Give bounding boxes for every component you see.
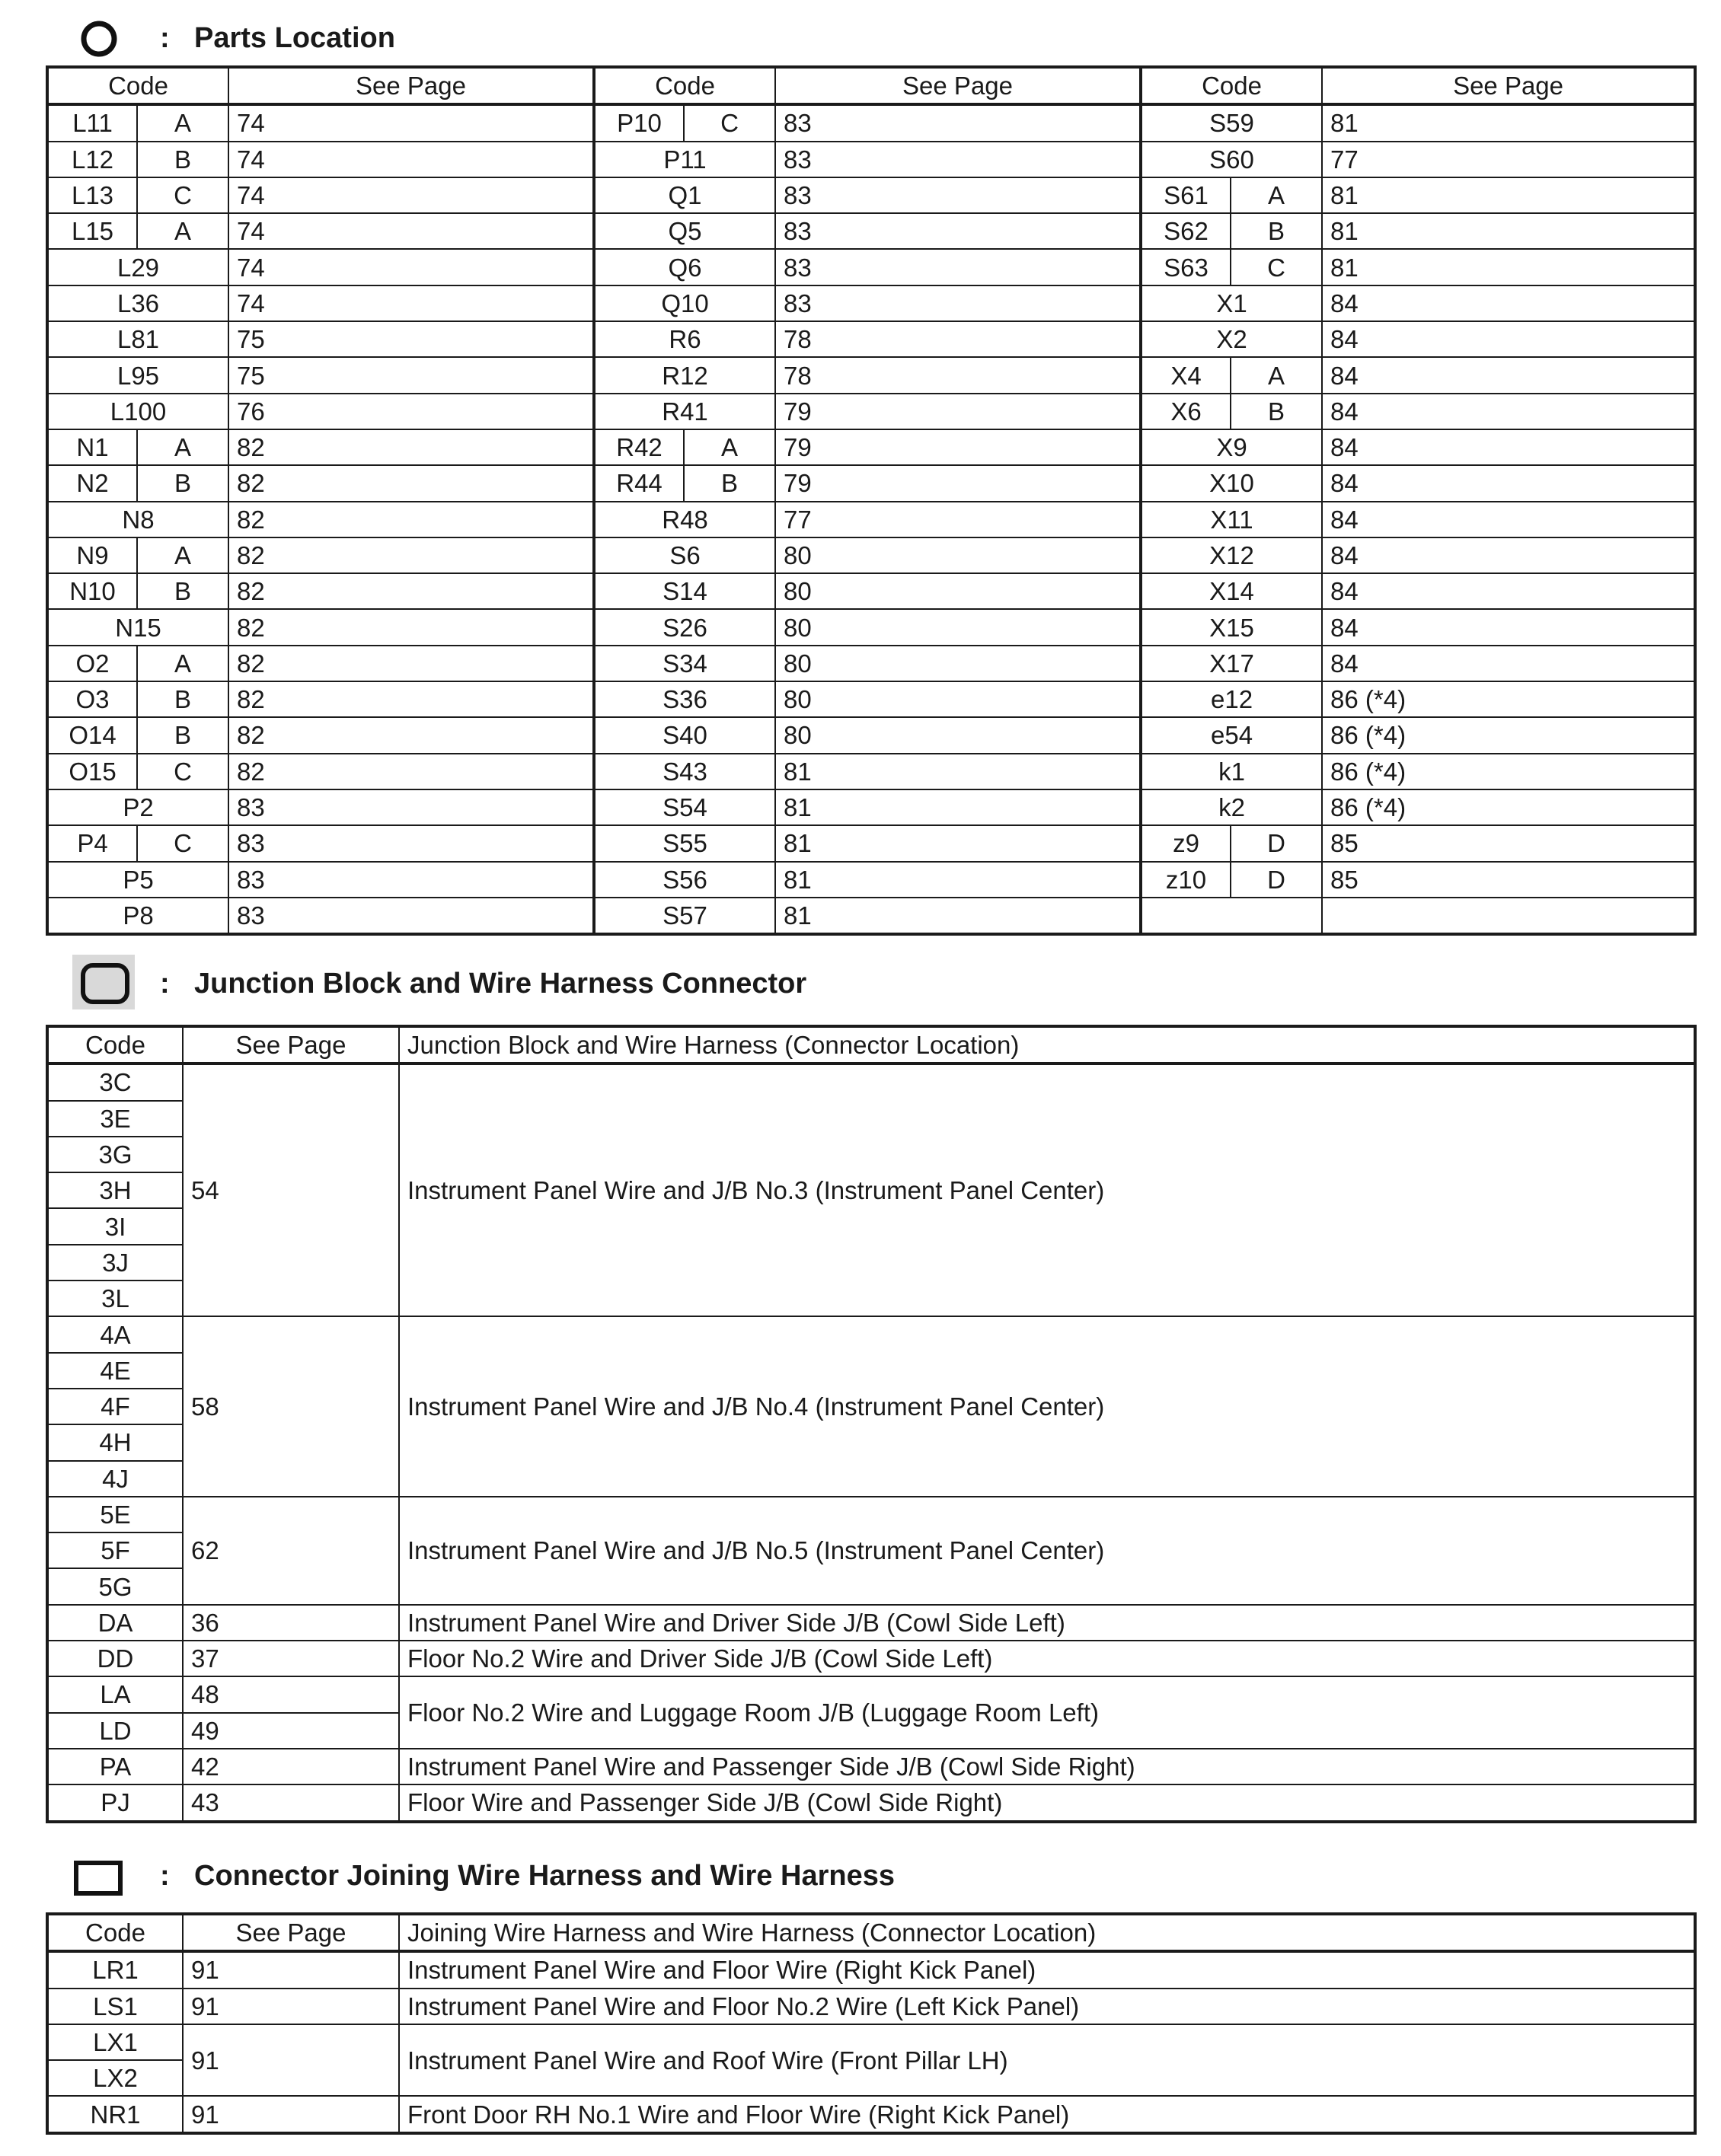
connector-see-page: 43 xyxy=(183,1784,399,1821)
part-code: X15 xyxy=(1141,609,1322,645)
location-header: Junction Block and Wire Harness (Connector Location) xyxy=(399,1026,1695,1064)
connector-code: LD xyxy=(47,1713,183,1749)
table-row xyxy=(47,789,1695,825)
part-see-page: 83 xyxy=(228,862,594,898)
code-header: Code xyxy=(594,67,775,104)
parts-header-row xyxy=(47,67,1695,104)
table-row xyxy=(47,1749,1695,1784)
part-code: S43 xyxy=(594,754,775,789)
part-code: L95 xyxy=(47,357,228,393)
part-code: X6 xyxy=(1141,394,1231,429)
table-row xyxy=(47,898,1695,934)
code-header: Code xyxy=(47,1026,183,1064)
see-page-header: See Page xyxy=(183,1914,399,1951)
section-title: Junction Block and Wire Harness Connector xyxy=(194,967,807,1000)
part-code: S54 xyxy=(594,789,775,825)
connector-joining-heading xyxy=(0,1853,990,1899)
part-code: R6 xyxy=(594,321,775,357)
part-code: S56 xyxy=(594,862,775,898)
connector-code: PJ xyxy=(47,1784,183,1821)
part-see-page: 75 xyxy=(228,321,594,357)
connector-location: Instrument Panel Wire and Passenger Side J/B (Cowl Side Right) xyxy=(399,1749,1695,1784)
part-code: S59 xyxy=(1141,104,1322,141)
part-see-page: 83 xyxy=(775,104,1141,141)
part-code: X1 xyxy=(1141,285,1322,321)
part-see-page: 82 xyxy=(228,537,594,573)
part-see-page: 84 xyxy=(1322,502,1695,537)
part-code: R12 xyxy=(594,357,775,393)
table-row xyxy=(47,2024,1695,2060)
part-code: N2 xyxy=(47,465,137,501)
part-code: S6 xyxy=(594,537,775,573)
connector-location: Floor Wire and Passenger Side J/B (Cowl Side Right) xyxy=(399,1784,1695,1821)
part-see-page: 86 (*4) xyxy=(1322,789,1695,825)
table-row xyxy=(47,681,1695,717)
connector-see-page: 91 xyxy=(183,1951,399,1988)
part-code: O15 xyxy=(47,754,137,789)
part-see-page: 74 xyxy=(228,177,594,213)
part-see-page: 81 xyxy=(1322,104,1695,141)
part-code: z9 xyxy=(1141,825,1231,861)
part-subcode: B xyxy=(137,573,228,609)
part-code: k2 xyxy=(1141,789,1322,825)
part-subcode: B xyxy=(137,465,228,501)
section-title: Connector Joining Wire Harness and Wire Harness xyxy=(194,1859,895,1892)
part-see-page: 86 (*4) xyxy=(1322,717,1695,753)
heading-colon: : xyxy=(160,21,170,54)
connector-code: 3E xyxy=(47,1101,183,1137)
table-row xyxy=(47,1676,1695,1712)
part-see-page: 77 xyxy=(775,502,1141,537)
connector-location: Floor No.2 Wire and Luggage Room J/B (Luggage Room Left) xyxy=(399,1676,1695,1749)
part-code: L29 xyxy=(47,249,228,285)
connector-code: LX2 xyxy=(47,2060,183,2096)
junction-block-table xyxy=(46,1025,1697,1823)
table-row xyxy=(47,1989,1695,2024)
part-subcode: C xyxy=(137,177,228,213)
part-see-page: 84 xyxy=(1322,285,1695,321)
part-code: N8 xyxy=(47,502,228,537)
part-subcode: A xyxy=(137,213,228,249)
part-see-page: 83 xyxy=(775,177,1141,213)
part-code: P4 xyxy=(47,825,137,861)
connector-code: 4J xyxy=(47,1461,183,1497)
table-row xyxy=(47,1605,1695,1641)
connector-location: Instrument Panel Wire and J/B No.4 (Instrument Panel Center) xyxy=(399,1316,1695,1496)
part-code: N15 xyxy=(47,609,228,645)
table-row xyxy=(47,142,1695,177)
table-row xyxy=(47,1951,1695,1988)
part-code: X9 xyxy=(1141,429,1322,465)
part-code: O14 xyxy=(47,717,137,753)
part-code: Q5 xyxy=(594,213,775,249)
part-subcode: B xyxy=(137,717,228,753)
table-row xyxy=(47,104,1695,141)
table-row xyxy=(47,502,1695,537)
part-code: S61 xyxy=(1141,177,1231,213)
connector-code: 3L xyxy=(47,1281,183,1316)
connector-code: 3C xyxy=(47,1064,183,1100)
code-header: Code xyxy=(47,67,228,104)
connector-code: 5E xyxy=(47,1497,183,1532)
part-see-page: 83 xyxy=(775,285,1141,321)
part-see-page: 79 xyxy=(775,429,1141,465)
table-row xyxy=(47,862,1695,898)
part-see-page: 83 xyxy=(775,142,1141,177)
part-subcode: C xyxy=(137,754,228,789)
connector-code: 5G xyxy=(47,1568,183,1604)
table-row xyxy=(47,213,1695,249)
part-see-page: 75 xyxy=(228,357,594,393)
part-see-page: 74 xyxy=(228,142,594,177)
part-see-page: 81 xyxy=(1322,213,1695,249)
part-code: L100 xyxy=(47,394,228,429)
part-see-page: 81 xyxy=(775,825,1141,861)
part-subcode: C xyxy=(684,104,775,141)
part-see-page: 80 xyxy=(775,609,1141,645)
part-see-page: 84 xyxy=(1322,465,1695,501)
part-code: S26 xyxy=(594,609,775,645)
part-code: X14 xyxy=(1141,573,1322,609)
connector-code: LS1 xyxy=(47,1989,183,2024)
part-code: L12 xyxy=(47,142,137,177)
connector-code: 4H xyxy=(47,1424,183,1460)
part-code: S40 xyxy=(594,717,775,753)
square-symbol-icon xyxy=(74,1861,123,1896)
part-see-page: 82 xyxy=(228,465,594,501)
connector-code: 3I xyxy=(47,1208,183,1244)
rounded-rect-symbol-icon xyxy=(72,955,135,1009)
part-see-page: 80 xyxy=(775,717,1141,753)
part-see-page: 82 xyxy=(228,754,594,789)
part-code: e12 xyxy=(1141,681,1322,717)
part-code: X4 xyxy=(1141,357,1231,393)
part-see-page: 77 xyxy=(1322,142,1695,177)
table-row xyxy=(47,177,1695,213)
part-code xyxy=(1141,898,1322,934)
part-see-page: 83 xyxy=(228,789,594,825)
part-see-page: 81 xyxy=(775,754,1141,789)
connector-location: Instrument Panel Wire and Floor Wire (Right Kick Panel) xyxy=(399,1951,1695,1988)
part-code: N10 xyxy=(47,573,137,609)
connector-code: 4F xyxy=(47,1389,183,1424)
part-subcode: B xyxy=(1231,394,1322,429)
part-see-page: 80 xyxy=(775,573,1141,609)
connector-see-page: 91 xyxy=(183,2096,399,2132)
part-subcode: C xyxy=(1231,249,1322,285)
see-page-header: See Page xyxy=(775,67,1141,104)
code-header: Code xyxy=(47,1914,183,1951)
connector-see-page: 58 xyxy=(183,1316,399,1496)
part-subcode: A xyxy=(137,646,228,681)
part-see-page: 84 xyxy=(1322,646,1695,681)
connector-see-page: 62 xyxy=(183,1497,399,1605)
connector-joining-table xyxy=(46,1912,1697,2135)
part-see-page: 81 xyxy=(775,789,1141,825)
part-see-page: 83 xyxy=(228,898,594,934)
see-page-header: See Page xyxy=(1322,67,1695,104)
connector-location: Floor No.2 Wire and Driver Side J/B (Cowl Side Left) xyxy=(399,1641,1695,1676)
part-see-page: 80 xyxy=(775,681,1141,717)
parts-location-table xyxy=(46,65,1697,936)
connector-code: LA xyxy=(47,1676,183,1712)
junction-header-row xyxy=(47,1026,1695,1064)
part-code: X12 xyxy=(1141,537,1322,573)
table-row xyxy=(47,1641,1695,1676)
connector-location: Instrument Panel Wire and J/B No.5 (Instrument Panel Center) xyxy=(399,1497,1695,1605)
part-code: N1 xyxy=(47,429,137,465)
connector-code: 4A xyxy=(47,1316,183,1352)
table-row xyxy=(47,573,1695,609)
part-see-page: 83 xyxy=(775,213,1141,249)
part-code: L81 xyxy=(47,321,228,357)
connector-see-page: 36 xyxy=(183,1605,399,1641)
part-see-page: 81 xyxy=(775,898,1141,934)
connector-code: DA xyxy=(47,1605,183,1641)
part-see-page: 79 xyxy=(775,465,1141,501)
part-subcode: A xyxy=(137,104,228,141)
part-see-page: 82 xyxy=(228,717,594,753)
see-page-header: See Page xyxy=(183,1026,399,1064)
connector-location: Instrument Panel Wire and Roof Wire (Front Pillar LH) xyxy=(399,2024,1695,2097)
connector-code: 3H xyxy=(47,1172,183,1208)
part-subcode: C xyxy=(137,825,228,861)
part-code: L13 xyxy=(47,177,137,213)
part-see-page: 84 xyxy=(1322,394,1695,429)
part-code: L15 xyxy=(47,213,137,249)
part-code: Q10 xyxy=(594,285,775,321)
table-row xyxy=(47,537,1695,573)
part-code: z10 xyxy=(1141,862,1231,898)
part-subcode: B xyxy=(137,681,228,717)
junction-block-heading xyxy=(0,961,914,1006)
part-code: P11 xyxy=(594,142,775,177)
table-row xyxy=(47,429,1695,465)
part-code: L36 xyxy=(47,285,228,321)
table-row xyxy=(47,285,1695,321)
part-see-page: 81 xyxy=(1322,177,1695,213)
circle-symbol-icon xyxy=(80,20,118,58)
part-subcode: B xyxy=(1231,213,1322,249)
part-code: P8 xyxy=(47,898,228,934)
part-code: N9 xyxy=(47,537,137,573)
part-code: L11 xyxy=(47,104,137,141)
part-code: S34 xyxy=(594,646,775,681)
table-row xyxy=(47,249,1695,285)
table-row xyxy=(47,609,1695,645)
part-see-page: 74 xyxy=(228,104,594,141)
part-subcode: A xyxy=(1231,357,1322,393)
connector-code: 3G xyxy=(47,1137,183,1172)
table-row xyxy=(47,321,1695,357)
part-code: S55 xyxy=(594,825,775,861)
part-code: X10 xyxy=(1141,465,1322,501)
table-row xyxy=(47,754,1695,789)
part-see-page: 78 xyxy=(775,321,1141,357)
part-code: X17 xyxy=(1141,646,1322,681)
part-see-page: 84 xyxy=(1322,537,1695,573)
connector-see-page: 91 xyxy=(183,2024,399,2097)
part-code: P2 xyxy=(47,789,228,825)
part-see-page: 78 xyxy=(775,357,1141,393)
part-see-page: 82 xyxy=(228,681,594,717)
part-code: R41 xyxy=(594,394,775,429)
part-see-page: 82 xyxy=(228,646,594,681)
table-row xyxy=(47,394,1695,429)
part-code: O2 xyxy=(47,646,137,681)
part-code: R48 xyxy=(594,502,775,537)
part-code: P5 xyxy=(47,862,228,898)
connector-code: DD xyxy=(47,1641,183,1676)
connector-see-page: 37 xyxy=(183,1641,399,1676)
part-code: k1 xyxy=(1141,754,1322,789)
connector-see-page: 54 xyxy=(183,1064,399,1316)
parts-location-heading xyxy=(0,15,533,61)
connector-see-page: 91 xyxy=(183,1989,399,2024)
table-row xyxy=(47,2096,1695,2132)
table-row xyxy=(47,1064,1695,1100)
part-see-page xyxy=(1322,898,1695,934)
part-code: R42 xyxy=(594,429,684,465)
heading-colon: : xyxy=(160,1859,170,1892)
part-see-page: 84 xyxy=(1322,321,1695,357)
part-code: S36 xyxy=(594,681,775,717)
part-see-page: 85 xyxy=(1322,825,1695,861)
part-see-page: 86 (*4) xyxy=(1322,754,1695,789)
connector-location: Instrument Panel Wire and Floor No.2 Wire (Left Kick Panel) xyxy=(399,1989,1695,2024)
part-see-page: 84 xyxy=(1322,609,1695,645)
connector-code: LR1 xyxy=(47,1951,183,1988)
part-code: S14 xyxy=(594,573,775,609)
part-code: R44 xyxy=(594,465,684,501)
table-row xyxy=(47,1497,1695,1532)
part-see-page: 80 xyxy=(775,646,1141,681)
connector-see-page: 49 xyxy=(183,1713,399,1749)
part-see-page: 86 (*4) xyxy=(1322,681,1695,717)
connector-header-row xyxy=(47,1914,1695,1951)
part-see-page: 83 xyxy=(775,249,1141,285)
part-code: S63 xyxy=(1141,249,1231,285)
code-header: Code xyxy=(1141,67,1322,104)
table-row xyxy=(47,1784,1695,1821)
part-subcode: D xyxy=(1231,825,1322,861)
part-code: P10 xyxy=(594,104,684,141)
part-see-page: 74 xyxy=(228,285,594,321)
connector-code: 3J xyxy=(47,1245,183,1281)
connector-see-page: 42 xyxy=(183,1749,399,1784)
part-code: e54 xyxy=(1141,717,1322,753)
part-code: S57 xyxy=(594,898,775,934)
connector-code: 5F xyxy=(47,1532,183,1568)
part-subcode: B xyxy=(684,465,775,501)
part-code: Q1 xyxy=(594,177,775,213)
part-see-page: 82 xyxy=(228,502,594,537)
part-code: X11 xyxy=(1141,502,1322,537)
part-see-page: 84 xyxy=(1322,573,1695,609)
part-see-page: 80 xyxy=(775,537,1141,573)
part-code: X2 xyxy=(1141,321,1322,357)
part-see-page: 82 xyxy=(228,609,594,645)
part-see-page: 82 xyxy=(228,429,594,465)
part-see-page: 85 xyxy=(1322,862,1695,898)
connector-code: NR1 xyxy=(47,2096,183,2132)
table-row xyxy=(47,357,1695,393)
part-see-page: 79 xyxy=(775,394,1141,429)
connector-location: Instrument Panel Wire and J/B No.3 (Instrument Panel Center) xyxy=(399,1064,1695,1316)
part-subcode: A xyxy=(137,537,228,573)
connector-code: LX1 xyxy=(47,2024,183,2060)
part-code: S60 xyxy=(1141,142,1322,177)
table-row xyxy=(47,465,1695,501)
part-see-page: 76 xyxy=(228,394,594,429)
part-code: S62 xyxy=(1141,213,1231,249)
connector-location: Front Door RH No.1 Wire and Floor Wire (Right Kick Panel) xyxy=(399,2096,1695,2132)
heading-colon: : xyxy=(160,967,170,1000)
part-see-page: 84 xyxy=(1322,429,1695,465)
part-see-page: 81 xyxy=(1322,249,1695,285)
part-code: O3 xyxy=(47,681,137,717)
connector-code: 4E xyxy=(47,1353,183,1389)
part-see-page: 74 xyxy=(228,249,594,285)
see-page-header: See Page xyxy=(228,67,594,104)
part-see-page: 81 xyxy=(775,862,1141,898)
part-code: Q6 xyxy=(594,249,775,285)
connector-code: PA xyxy=(47,1749,183,1784)
table-row xyxy=(47,717,1695,753)
connector-see-page: 48 xyxy=(183,1676,399,1712)
section-title: Parts Location xyxy=(194,21,395,54)
part-see-page: 82 xyxy=(228,573,594,609)
part-see-page: 83 xyxy=(228,825,594,861)
location-header: Joining Wire Harness and Wire Harness (Connector Location) xyxy=(399,1914,1695,1951)
connector-location: Instrument Panel Wire and Driver Side J/B (Cowl Side Left) xyxy=(399,1605,1695,1641)
part-subcode: A xyxy=(137,429,228,465)
part-subcode: B xyxy=(137,142,228,177)
part-see-page: 84 xyxy=(1322,357,1695,393)
part-subcode: A xyxy=(684,429,775,465)
table-row xyxy=(47,646,1695,681)
part-see-page: 74 xyxy=(228,213,594,249)
table-row xyxy=(47,1316,1695,1352)
table-row xyxy=(47,825,1695,861)
part-subcode: D xyxy=(1231,862,1322,898)
part-subcode: A xyxy=(1231,177,1322,213)
